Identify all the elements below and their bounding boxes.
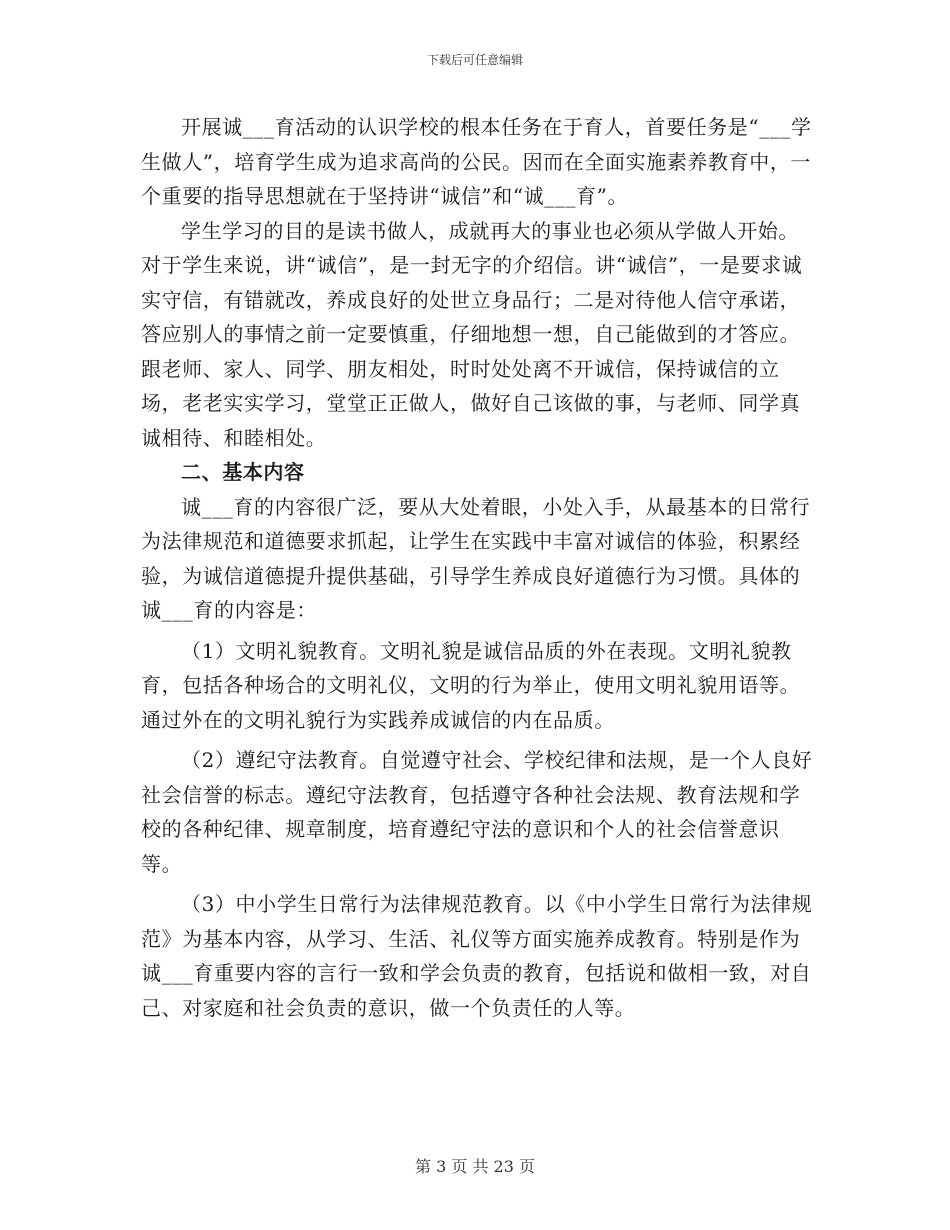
paragraph-study-purpose: 学生学习的目的是读书做人，成就再大的事业也必须从学做人开始。对于学生来说，讲“诚信”，是一封无字的介绍信。讲“诚信”，一是要求诚实守信，有错就改，养成良好的处世立身品行；二是对待他人信守承诺，答应别人的事情之前一定要慎重，仔细地想一想，自己能做到的才答应。跟老师、家人、同学、朋友相处，时时处处离不开诚信，保持诚信的立场，老老实实学习，堂堂正正做人，做好自己该做的事，与老师、同学真诚相待、和睦相处。 [141,218,803,450]
list-item-law: （2）遵纪守法教育。自觉遵守社会、学校纪律和法规，是一个人良好社会信誉的标志。遵纪守法教育，包括遵守各种社会法规、教育法规和学校的各种纪律、规章制度，培育遵纪守法的意识和个人的社会信誉意识等。 [141,748,813,876]
list-item-daily-conduct: （3）中小学生日常行为法律规范教育。以《中小学生日常行为法律规范》为基本内容，从学习、生活、礼仪等方面实施养成教育。特别是作为诚___育重要内容的言行一致和学会负责的教育，包括说和做相一致，对自己、对家庭和社会负责的意识，做一个负责任的人等。 [141,892,813,1020]
section-heading: 二、基本内容 [181,460,305,484]
paragraph-intro: 开展诚___育活动的认识学校的根本任务在于育人，首要任务是“___学生做人”，培育学生成为追求高尚的公民。因而在全面实施素养教育中，一个重要的指导思想就在于坚持讲“诚信”和“诚___育”。 [141,115,812,208]
list-item-etiquette: （1）文明礼貌教育。文明礼貌是诚信品质的外在表现。文明礼貌教育，包括各种场合的文明礼仪，文明的行为举止，使用文明礼貌用语等。通过外在的文明礼貌行为实践养成诚信的内在品质。 [141,638,801,732]
paragraph-section-intro: 诚___育的内容很广泛，要从大处着眼，小处入手，从最基本的日常行为法律规范和道德要求抓起，让学生在实践中丰富对诚信的体验，积累经验，为诚信道德提升提供基础，引导学生养成良好道德行为习惯。具体的诚___育的内容是： [141,494,811,622]
page-number: 第 3 页 共 23 页 [415,1157,535,1176]
page-header-note: 下载后可任意编辑 [426,53,523,67]
document-body [141,110,813,1025]
